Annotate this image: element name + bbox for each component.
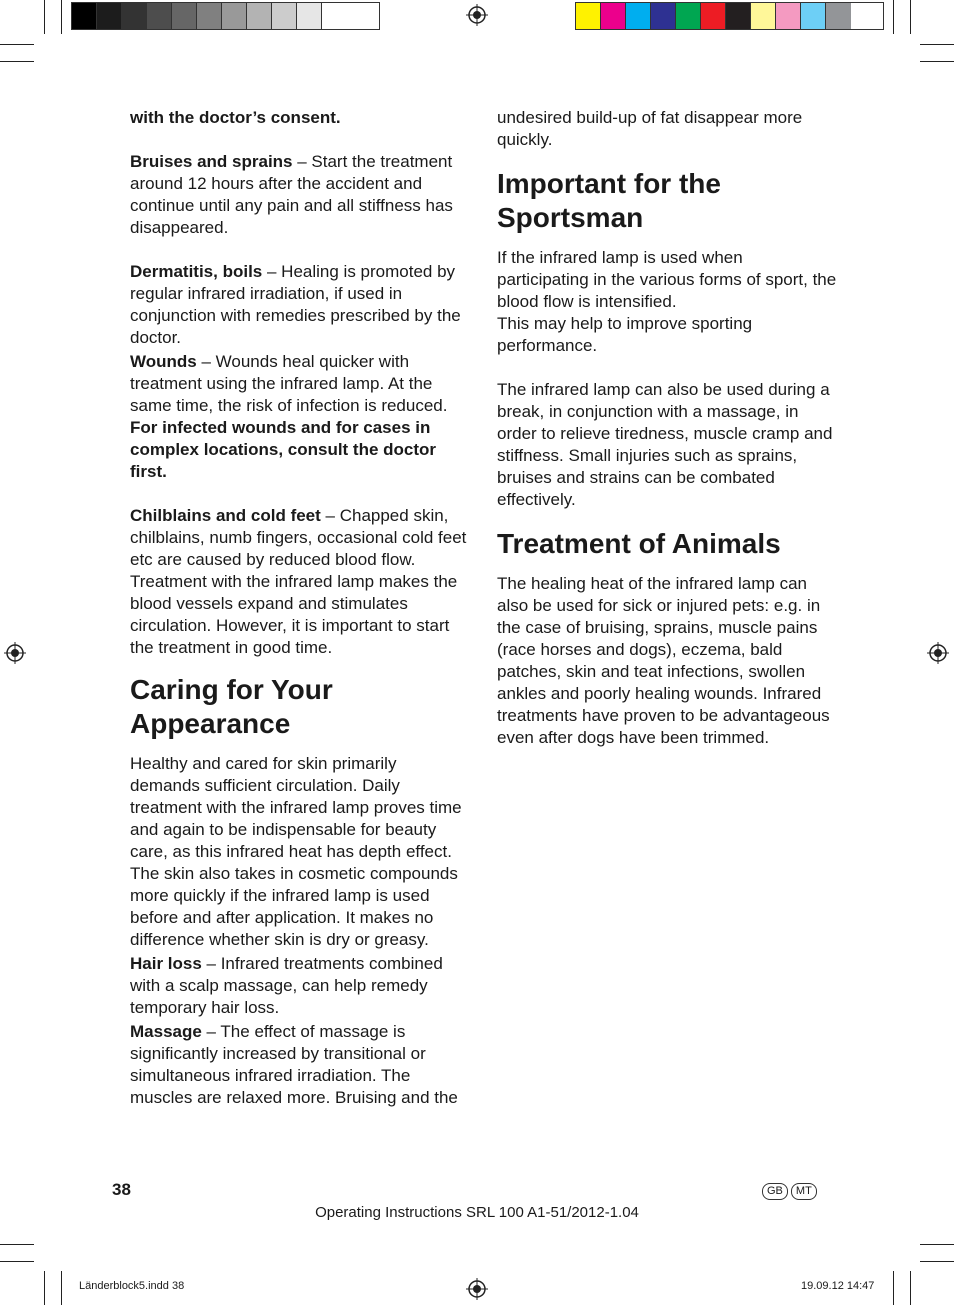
color-swatch bbox=[701, 3, 726, 29]
color-swatch bbox=[147, 3, 172, 29]
color-swatch bbox=[222, 3, 247, 29]
color-swatch bbox=[576, 3, 601, 29]
color-swatch bbox=[826, 3, 851, 29]
crop-mark bbox=[0, 61, 34, 62]
page-number: 38 bbox=[112, 1180, 131, 1199]
color-swatch bbox=[322, 3, 347, 29]
slug-date: 19.09.12 14:47 bbox=[801, 1280, 875, 1292]
crop-mark bbox=[910, 0, 911, 34]
paragraph-sport-flow: If the infrared lamp is used when participating in the various forms of sport, the blood flow is intensified. bbox=[497, 248, 837, 311]
paragraph-animals: The healing heat of the infrared lamp can also be used for sick or injured pets: e.g. in the case of bruising, sprains, muscle pains (race horses and dogs), eczema, bald patches, skin and teat infections, swollen ankles and poorly healing wounds. Infrared treatments have proven to be advantageous even after dogs have been trimmed. bbox=[497, 574, 830, 747]
color-swatch bbox=[97, 3, 122, 29]
slug-filename: Länderblock5.indd 38 bbox=[79, 1280, 185, 1292]
heading-caring: Caring for Your Appearance bbox=[130, 674, 333, 739]
crop-mark bbox=[44, 0, 45, 34]
crop-mark bbox=[920, 1261, 954, 1262]
paragraph-fat: undesired build-up of fat disappear more quickly. bbox=[497, 108, 803, 149]
color-swatch bbox=[272, 3, 297, 29]
paragraph-sport-performance: This may help to improve sporting performance. bbox=[497, 314, 753, 355]
color-swatch bbox=[197, 3, 222, 29]
color-swatch bbox=[601, 3, 626, 29]
paragraph-hair-loss: Hair loss – Infrared treatments combined with a scalp massage, can help remedy temporary hair loss. bbox=[130, 954, 443, 1017]
paragraph-dermatitis: Dermatitis, boils – Healing is promoted by regular infrared irradiation, if used in conjunction with remedies prescribed by the doctor. bbox=[130, 262, 461, 347]
footer-title: Operating Instructions SRL 100 A1-51/2012-1.04 bbox=[315, 1204, 639, 1221]
crop-mark bbox=[893, 0, 894, 34]
color-swatch bbox=[122, 3, 147, 29]
paragraph-healthy-skin: Healthy and cared for skin primarily demands sufficient circulation. Daily treatment with the infrared lamp proves time and again to be indispensable for beauty care, as this infrared heat has depth effect. bbox=[130, 754, 462, 861]
crop-mark bbox=[920, 44, 954, 45]
paragraph-consent: with the doctor’s consent. bbox=[130, 108, 341, 127]
registration-mark-icon bbox=[466, 4, 488, 26]
left-column bbox=[130, 107, 467, 1109]
registration-mark-icon bbox=[466, 1278, 488, 1300]
color-swatch bbox=[651, 3, 676, 29]
heading-sportsman: Important for the Sportsman bbox=[497, 168, 721, 233]
color-swatch bbox=[172, 3, 197, 29]
color-swatch bbox=[726, 3, 751, 29]
color-swatch bbox=[776, 3, 801, 29]
registration-mark-icon bbox=[927, 642, 949, 664]
color-swatch bbox=[676, 3, 701, 29]
crop-mark bbox=[0, 1244, 34, 1245]
crop-mark bbox=[920, 1244, 954, 1245]
crop-mark bbox=[0, 1261, 34, 1262]
paragraph-massage: Massage – The effect of massage is significantly increased by transitional or simultaneous infrared irradiation. The muscles are relaxed more. Bruising and the bbox=[130, 1022, 458, 1107]
language-badge-gb: GB bbox=[762, 1183, 788, 1200]
crop-mark bbox=[910, 1271, 911, 1305]
paragraph-chilblains: Chilblains and cold feet – Chapped skin, chilblains, numb fingers, occasional cold feet etc are caused by reduced blood flow. Treatment with the infrared lamp makes the blood vessels expand and stimulates circulation. However, it is important to start the treatment in good time. bbox=[130, 506, 467, 657]
color-swatch bbox=[751, 3, 776, 29]
paragraph-sport-break: The infrared lamp can also be used during a break, in conjunction with a massage, in order to relieve tiredness, muscle cramp and stiffness. Small injuries such as sprains, bruises and strains can be combated effectively. bbox=[497, 380, 833, 509]
language-badge-mt: MT bbox=[791, 1183, 817, 1200]
crop-mark bbox=[44, 1271, 45, 1305]
crop-mark bbox=[61, 1271, 62, 1305]
grayscale-colorbar bbox=[71, 2, 380, 30]
heading-animals: Treatment of Animals bbox=[497, 528, 781, 559]
paragraph-wounds: Wounds – Wounds heal quicker with treatment using the infrared lamp. At the same time, the risk of infection is reduced. For infected wounds and for cases in complex locations, consult the doctor first. bbox=[130, 352, 448, 481]
color-swatch bbox=[297, 3, 322, 29]
process-colorbar bbox=[575, 2, 884, 30]
language-badges bbox=[762, 1183, 817, 1200]
color-swatch bbox=[626, 3, 651, 29]
right-column bbox=[497, 107, 837, 749]
paragraph-cosmetics: The skin also takes in cosmetic compounds more quickly if the infrared lamp is used before and after application. It makes no difference whether skin is dry or greasy. bbox=[130, 864, 458, 949]
color-swatch bbox=[801, 3, 826, 29]
color-swatch bbox=[247, 3, 272, 29]
crop-mark bbox=[920, 61, 954, 62]
crop-mark bbox=[893, 1271, 894, 1305]
crop-mark bbox=[0, 44, 34, 45]
paragraph-bruises: Bruises and sprains – Start the treatment around 12 hours after the accident and continue until any pain and all stiffness has disappeared. bbox=[130, 152, 453, 237]
registration-mark-icon bbox=[4, 642, 26, 664]
crop-mark bbox=[61, 0, 62, 34]
color-swatch bbox=[72, 3, 97, 29]
